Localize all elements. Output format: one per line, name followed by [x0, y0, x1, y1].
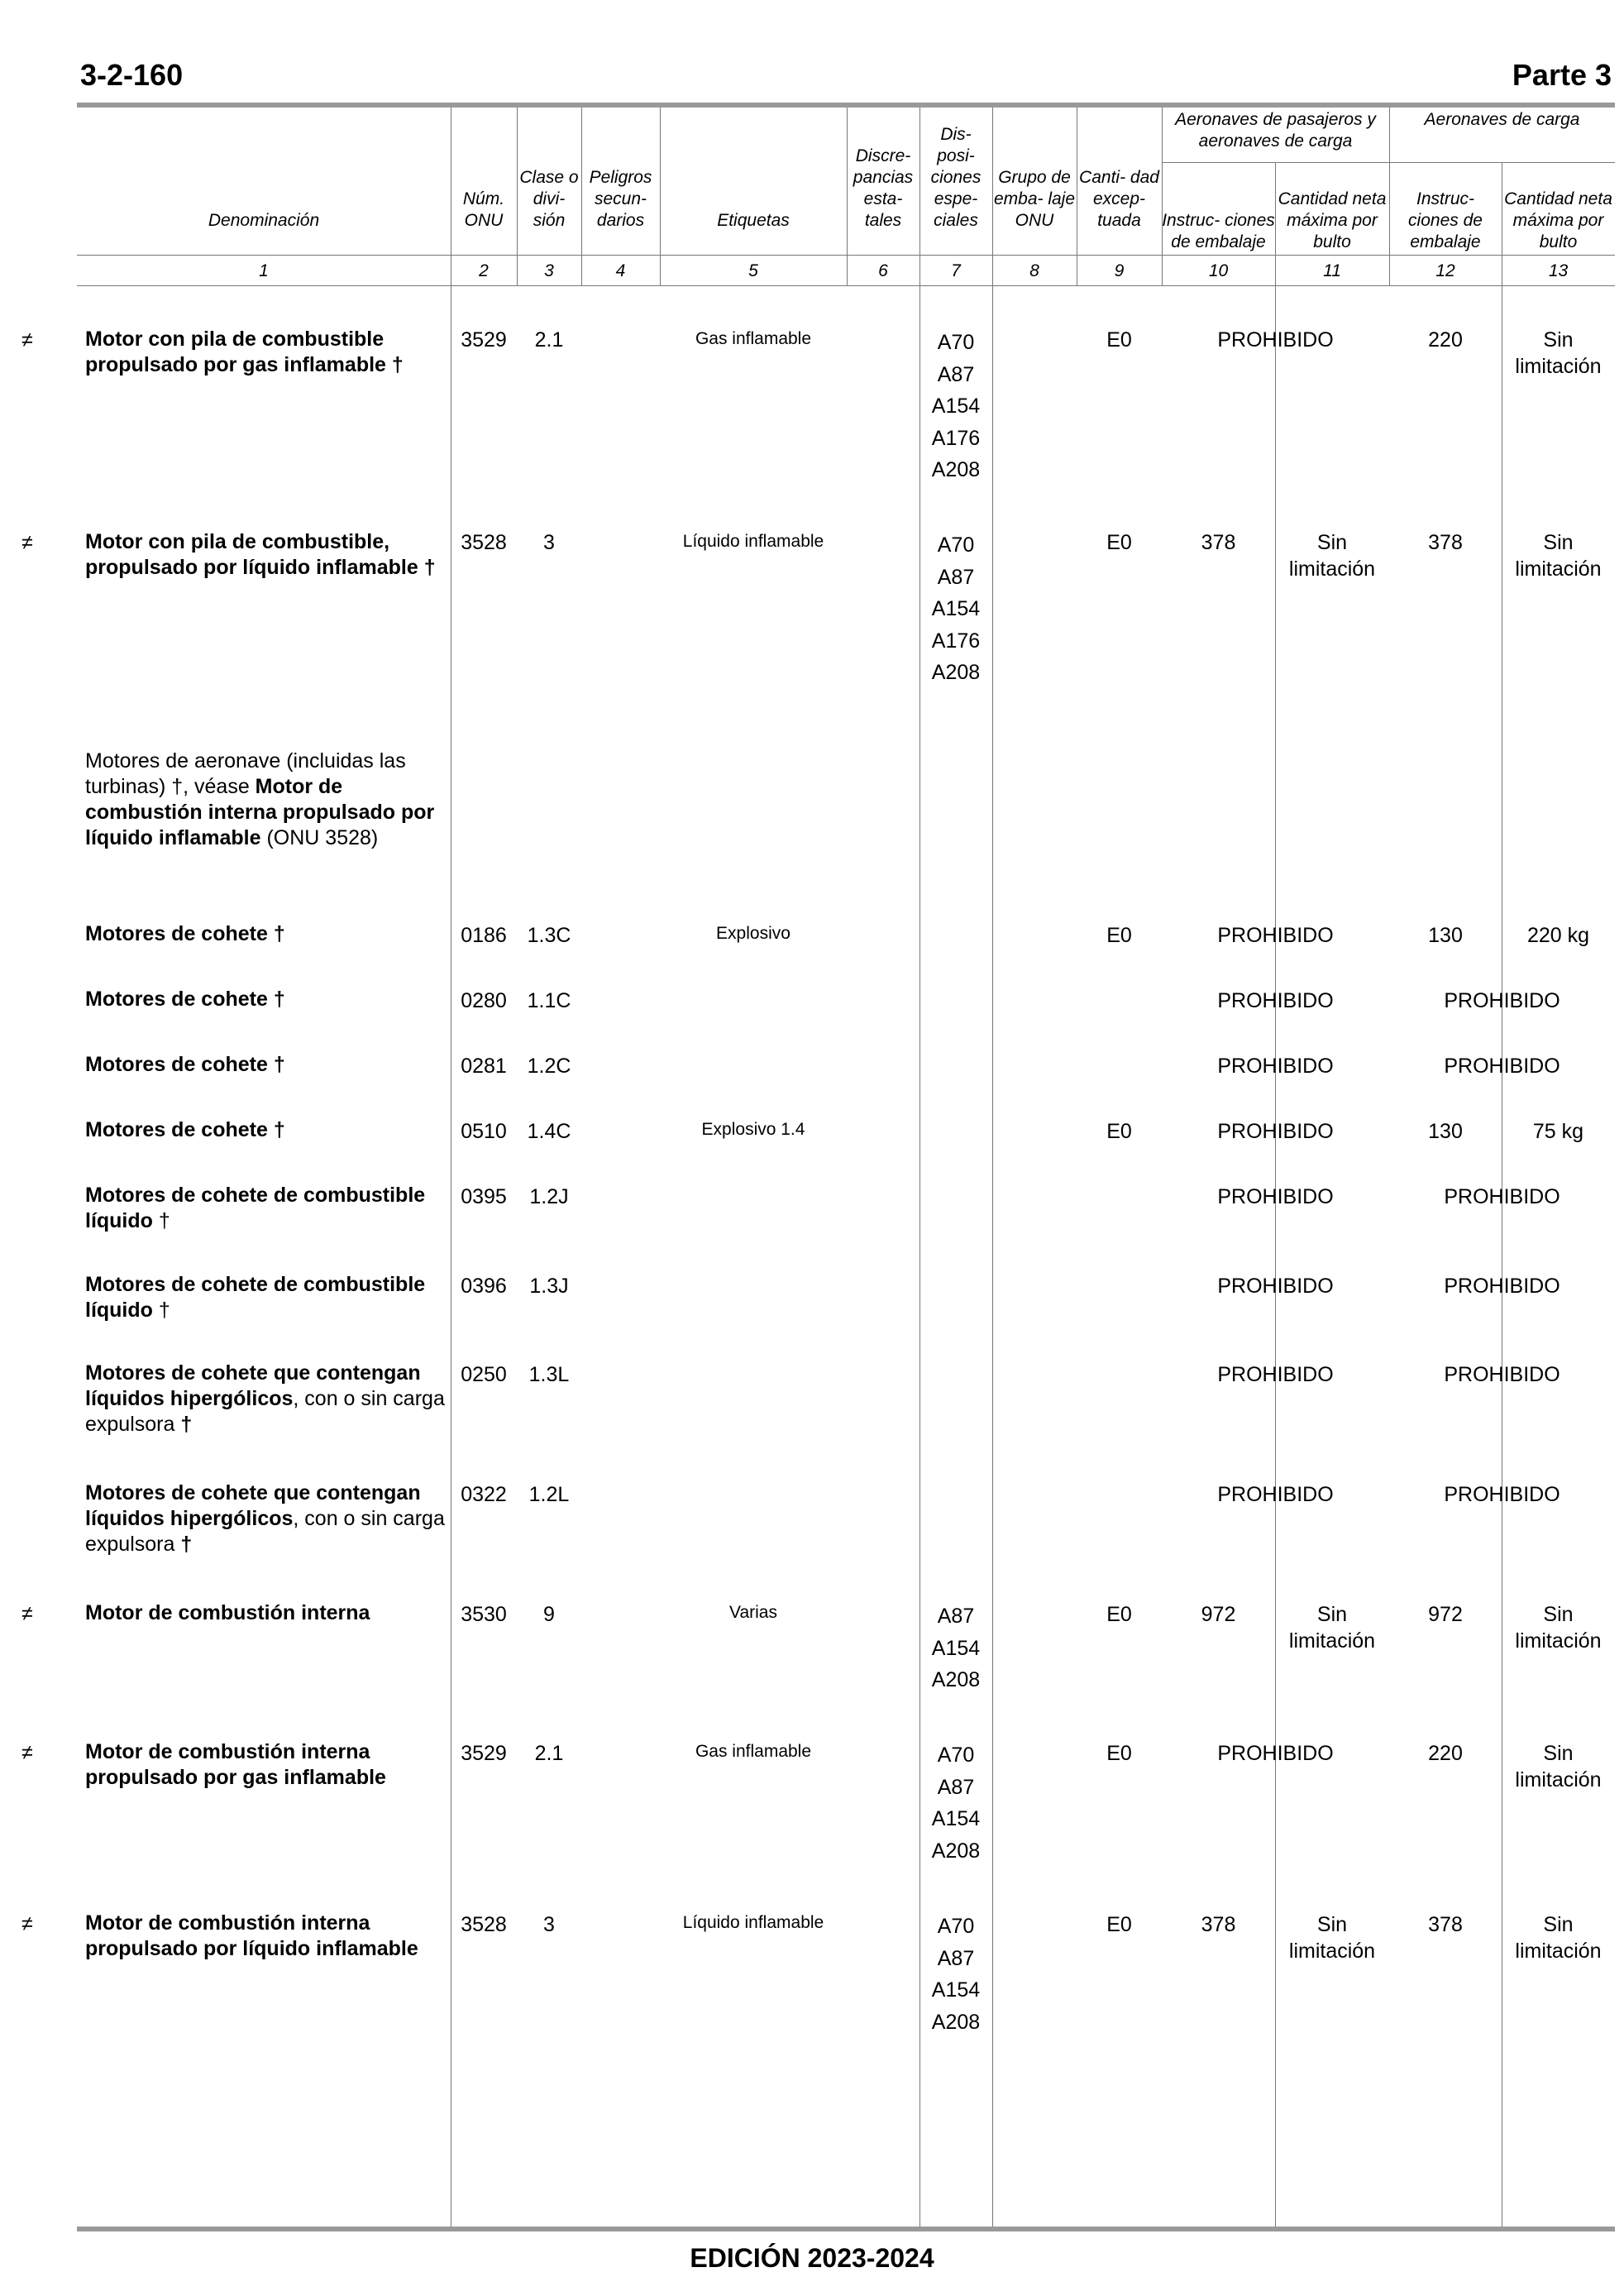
header-cantidad-pax: Cantidad neta máxima por bulto [1278, 189, 1387, 251]
label: Gas inflamable [695, 329, 812, 348]
cargo-max-quantity: Sin limitación [1515, 328, 1602, 378]
excepted-quantity: E0 [1106, 1603, 1132, 1626]
cargo-max-quantity: Sin limitación [1515, 1603, 1602, 1653]
special-provisions: A70 A87 A154 A176 A208 [931, 533, 981, 684]
header-num-onu: Núm. ONU [462, 189, 505, 230]
special-provisions: A70 A87 A154 A208 [931, 1915, 981, 2034]
class-division: 1.3J [529, 1275, 569, 1298]
un-number: 3530 [461, 1603, 507, 1626]
row-name: Motores de cohete † [85, 988, 285, 1011]
cargo-prohibited: PROHIBIDO [1444, 989, 1560, 1012]
un-number: 0250 [461, 1363, 507, 1386]
cargo-max-quantity: 220 kg [1526, 924, 1590, 947]
passenger-prohibited: PROHIBIDO [1217, 1363, 1334, 1386]
excepted-quantity: E0 [1106, 531, 1132, 554]
class-division: 1.1C [527, 989, 571, 1012]
header-cantidad-exceptuada: Canti- dad excep- tuada [1079, 168, 1159, 230]
header-instrucciones-pax: Instruc- ciones de embalaje [1162, 211, 1275, 251]
passenger-max-quantity: Sin limitación [1288, 531, 1376, 581]
excepted-quantity: E0 [1106, 1742, 1132, 1765]
cargo-packing-instruction: 378 [1428, 531, 1463, 554]
un-number: 3528 [461, 1913, 507, 1936]
column-number: 6 [878, 261, 888, 280]
column-number: 1 [259, 261, 269, 280]
header-aeronaves-carga: Aeronaves de carga [1424, 110, 1580, 129]
passenger-packing-instruction: 972 [1201, 1603, 1236, 1626]
passenger-prohibited: PROHIBIDO [1217, 1055, 1334, 1078]
row-name: Motores de cohete de combustible líquido † [85, 1184, 426, 1232]
header-clase: Clase o divi- sión [519, 168, 579, 230]
cargo-prohibited: PROHIBIDO [1444, 1483, 1560, 1506]
cargo-prohibited: PROHIBIDO [1444, 1363, 1560, 1386]
class-division: 1.2J [529, 1185, 569, 1208]
un-number: 0395 [461, 1185, 507, 1208]
cargo-packing-instruction: 972 [1428, 1603, 1463, 1626]
header-grupo: Grupo de emba- laje ONU [993, 168, 1076, 230]
change-mark: ≠ [21, 531, 33, 554]
class-division: 2.1 [534, 328, 564, 352]
cargo-max-quantity: 75 kg [1532, 1120, 1584, 1143]
passenger-prohibited: PROHIBIDO [1217, 1483, 1334, 1506]
passenger-packing-instruction: 378 [1201, 531, 1236, 554]
passenger-prohibited: PROHIBIDO [1217, 989, 1334, 1012]
cargo-prohibited: PROHIBIDO [1444, 1185, 1560, 1208]
header-instrucciones-carga: Instruc- ciones de embalaje [1408, 189, 1483, 251]
change-mark: ≠ [21, 328, 33, 352]
class-division: 9 [543, 1603, 555, 1626]
header-etiquetas: Etiquetas [717, 211, 790, 230]
class-division: 3 [543, 1913, 555, 1936]
passenger-packing-instruction: 378 [1201, 1913, 1236, 1936]
header-discrepancias: Discre- pancias esta- tales [853, 146, 914, 230]
label: Explosivo [716, 924, 791, 943]
un-number: 3528 [461, 531, 507, 554]
bottom-rule [77, 2227, 1615, 2231]
un-number: 0186 [461, 924, 507, 947]
class-division: 3 [543, 531, 555, 554]
passenger-prohibited: PROHIBIDO [1217, 1275, 1334, 1298]
column-number: 8 [1029, 261, 1039, 280]
special-provisions: A70 A87 A154 A176 A208 [931, 331, 981, 481]
column-number: 9 [1114, 261, 1125, 280]
special-provisions: A70 A87 A154 A208 [931, 1744, 981, 1863]
column-number: 12 [1435, 261, 1455, 280]
passenger-max-quantity: Sin limitación [1288, 1603, 1376, 1653]
passenger-prohibited: PROHIBIDO [1217, 924, 1334, 947]
class-division: 1.3C [527, 924, 571, 947]
class-division: 1.3L [528, 1363, 570, 1386]
passenger-prohibited: PROHIBIDO [1217, 328, 1334, 352]
class-division: 2.1 [534, 1742, 564, 1765]
change-mark: ≠ [21, 1741, 33, 1764]
change-mark: ≠ [21, 1912, 33, 1935]
row-name: Motor de combustión interna [85, 1601, 370, 1624]
class-division: 1.4C [527, 1120, 571, 1143]
row-name: Motor con pila de combustible propulsado por gas inflamable † [85, 328, 404, 376]
column-number: 2 [479, 261, 489, 280]
excepted-quantity: E0 [1106, 1913, 1132, 1936]
column-number: 10 [1208, 261, 1229, 280]
row-name: Motores de cohete † [85, 1118, 285, 1141]
cargo-packing-instruction: 378 [1428, 1913, 1463, 1936]
un-number: 0280 [461, 989, 507, 1012]
cargo-packing-instruction: 220 [1428, 1742, 1463, 1765]
header-cantidad-carga: Cantidad neta máxima por bulto [1504, 189, 1612, 251]
class-division: 1.2C [527, 1055, 571, 1078]
column-number: 7 [951, 261, 961, 280]
row-name: Motores de cohete de combustible líquido † [85, 1273, 426, 1322]
column-number: 3 [544, 261, 554, 280]
passenger-prohibited: PROHIBIDO [1217, 1742, 1334, 1765]
cargo-packing-instruction: 130 [1428, 924, 1463, 947]
class-division: 1.2L [528, 1483, 570, 1506]
un-number: 0396 [461, 1275, 507, 1298]
cargo-packing-instruction: 220 [1428, 328, 1463, 352]
row-name: Motores de cohete † [85, 922, 285, 945]
header-denominacion: Denominación [208, 211, 320, 230]
cargo-max-quantity: Sin limitación [1515, 1913, 1602, 1963]
special-provisions: A87 A154 A208 [931, 1605, 981, 1691]
un-number: 0322 [461, 1483, 507, 1506]
un-number: 3529 [461, 1742, 507, 1765]
cargo-prohibited: PROHIBIDO [1444, 1055, 1560, 1078]
row-name: Motor de combustión interna propulsado por gas inflamable [85, 1740, 386, 1789]
cargo-max-quantity: Sin limitación [1515, 531, 1602, 581]
passenger-prohibited: PROHIBIDO [1217, 1120, 1334, 1143]
label: Líquido inflamable [682, 1913, 824, 1932]
header-peligros: Peligros secun- darios [589, 168, 652, 230]
page-number: 3-2-160 [80, 58, 184, 92]
part-label: Parte 3 [1512, 58, 1612, 92]
excepted-quantity: E0 [1106, 328, 1132, 352]
cargo-packing-instruction: 130 [1428, 1120, 1463, 1143]
header-disposiciones: Dis- posi- ciones espe- ciales [930, 125, 982, 230]
row-name: Motores de cohete † [85, 1053, 285, 1076]
label: Líquido inflamable [682, 532, 824, 551]
label: Explosivo 1.4 [701, 1120, 805, 1139]
un-number: 0281 [461, 1055, 507, 1078]
cargo-prohibited: PROHIBIDO [1444, 1275, 1560, 1298]
cargo-max-quantity: Sin limitación [1515, 1742, 1602, 1791]
row-name: Motor con pila de combustible, propulsado por líquido inflamable † [85, 530, 436, 579]
row-name: Motores de cohete que contengan líquidos hipergólicos, con o sin carga expulsora † [85, 1481, 445, 1556]
cross-reference: Motores de aeronave (incluidas las turbinas) †, véase Motor de combustión interna propulsado por líquido inflamable (ONU 3528) [85, 749, 435, 849]
column-number: 13 [1548, 261, 1569, 280]
un-number: 3529 [461, 328, 507, 352]
label: Varias [729, 1603, 777, 1622]
column-number: 4 [615, 261, 626, 280]
edition-footer: EDICIÓN 2023-2024 [690, 2243, 934, 2273]
un-number: 0510 [461, 1120, 507, 1143]
passenger-max-quantity: Sin limitación [1288, 1913, 1376, 1963]
excepted-quantity: E0 [1106, 924, 1132, 947]
header-aeronaves-pasajeros: Aeronaves de pasajeros y aeronaves de carga [1175, 110, 1376, 151]
column-number: 11 [1323, 261, 1341, 280]
excepted-quantity: E0 [1106, 1120, 1132, 1143]
row-name: Motor de combustión interna propulsado por líquido inflamable [85, 1911, 418, 1960]
change-mark: ≠ [21, 1602, 33, 1625]
row-name: Motores de cohete que contengan líquidos hipergólicos, con o sin carga expulsora † [85, 1361, 445, 1436]
column-number: 5 [748, 261, 758, 280]
label: Gas inflamable [695, 1742, 812, 1761]
passenger-prohibited: PROHIBIDO [1217, 1185, 1334, 1208]
